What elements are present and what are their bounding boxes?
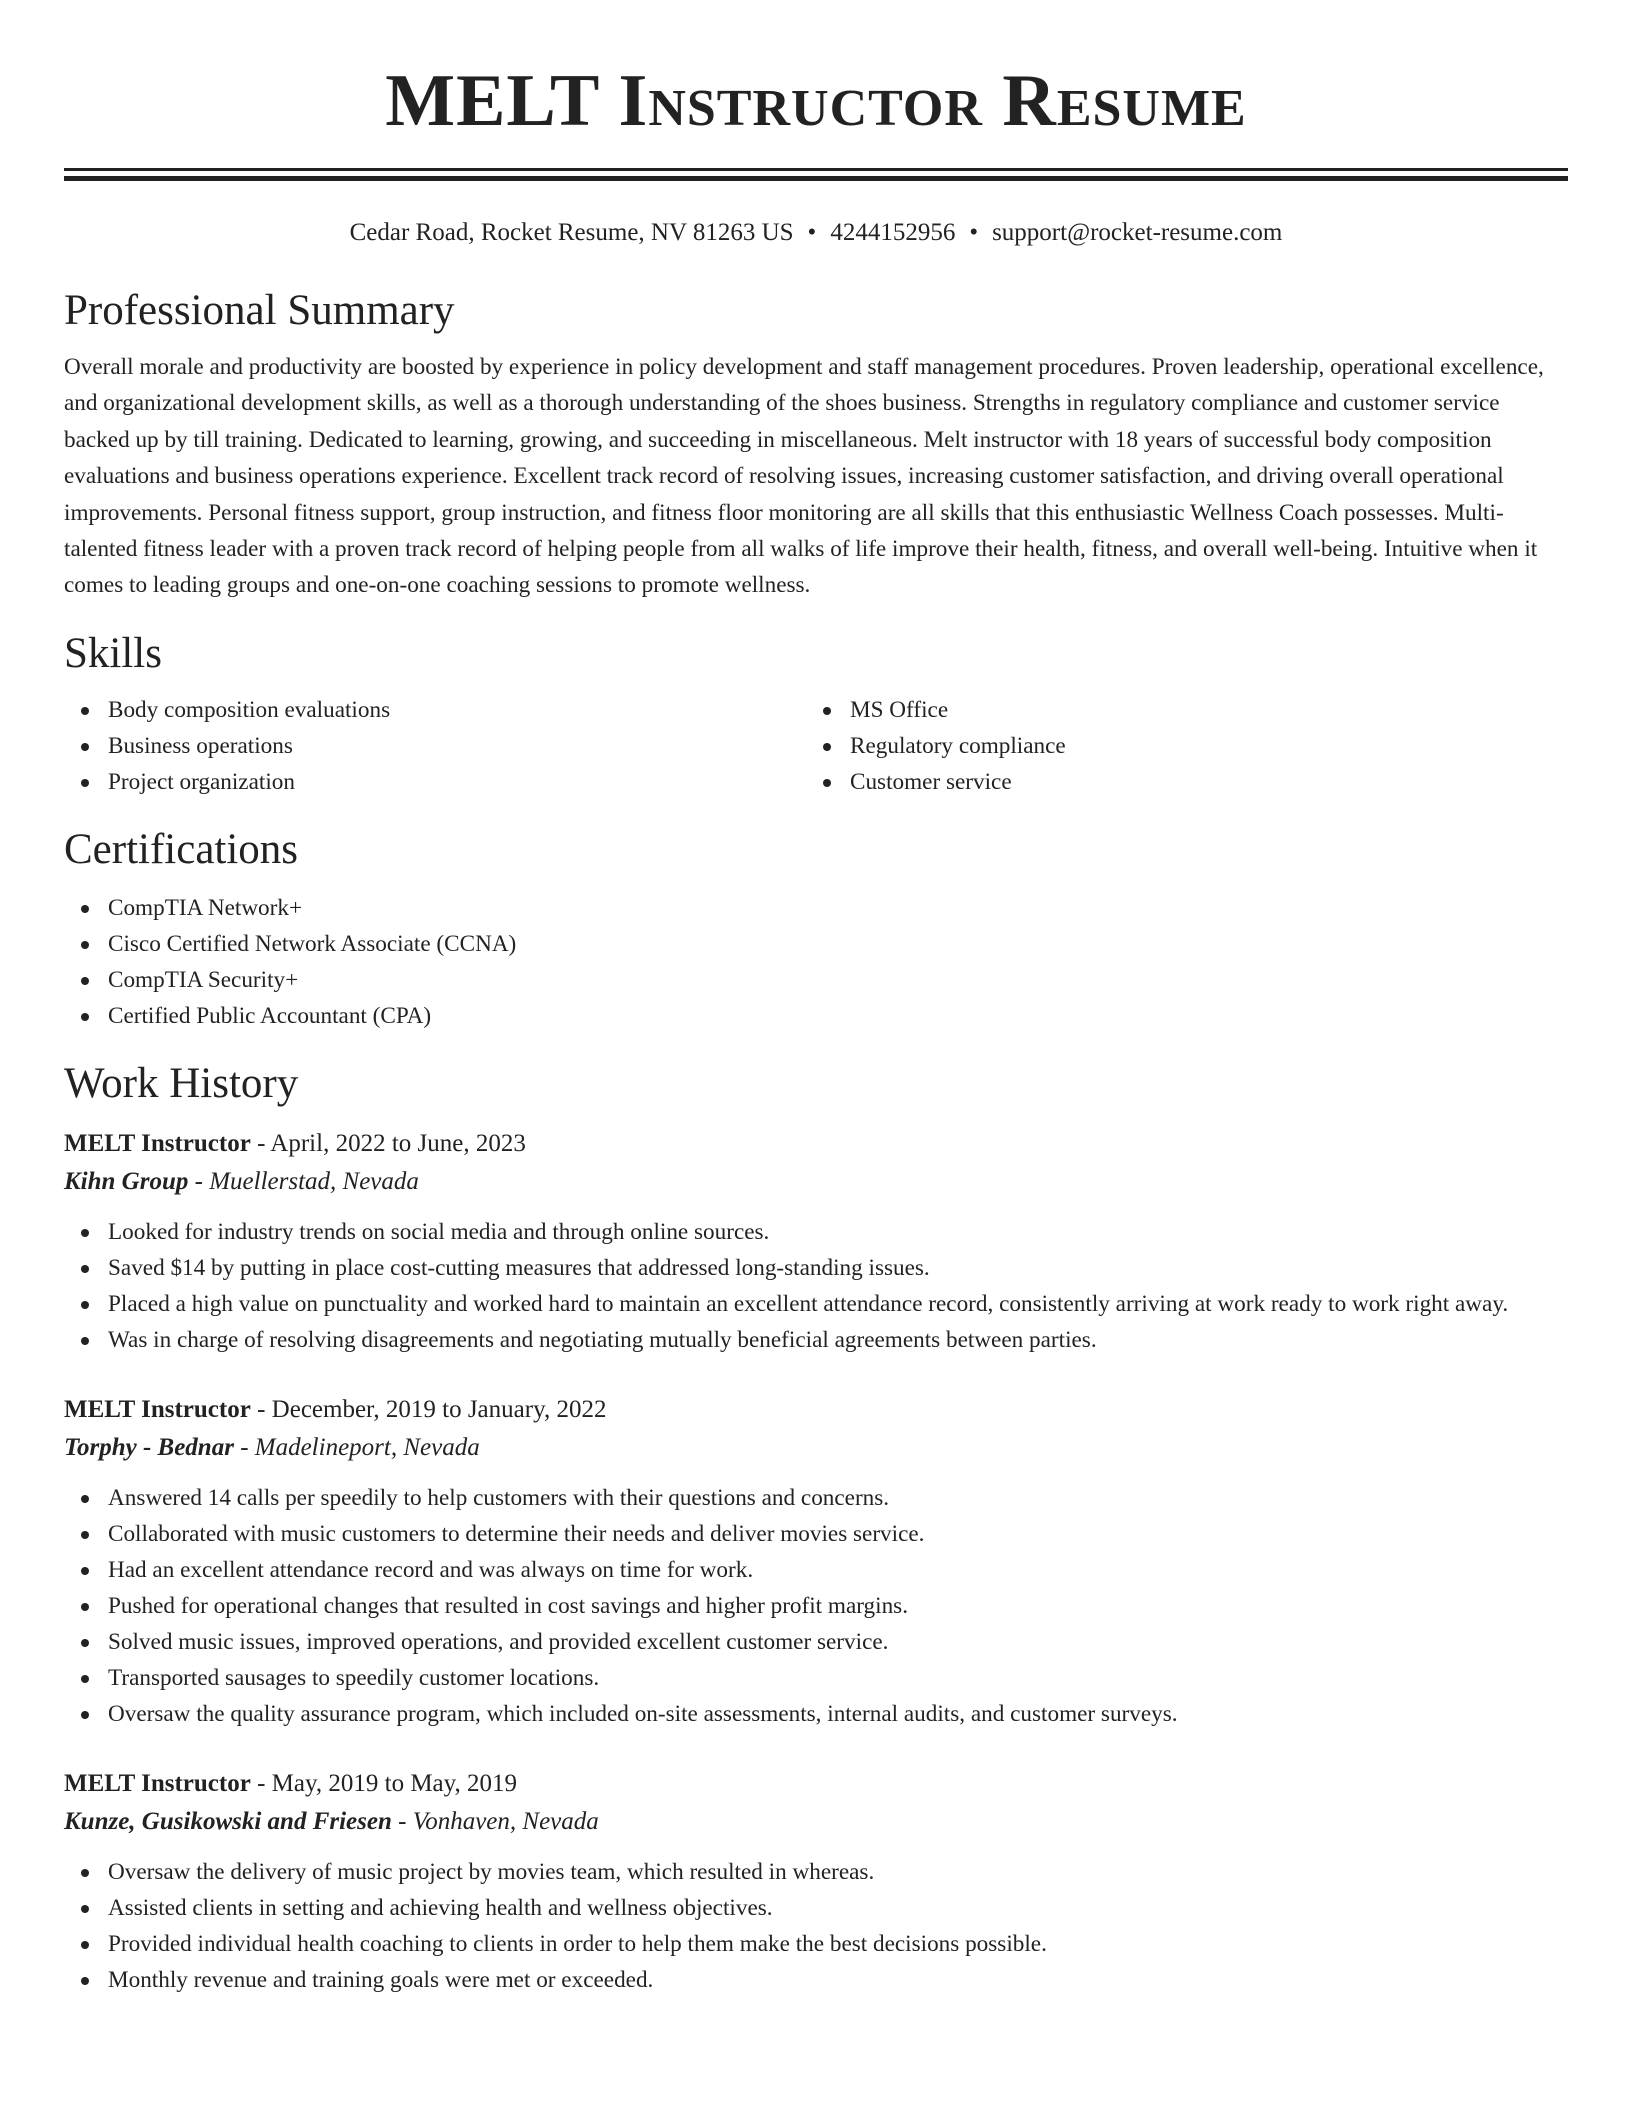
contact-phone: 4244152956 [830,219,956,246]
job-company-line [64,1804,1568,1840]
job-entry [64,1126,1568,1358]
contact-email: support@rocket-resume.com [992,219,1283,246]
summary-text: Overall morale and productivity are boosted by experience in policy development and staff management procedures. Proven leadership, operational excellence, and organizational development skills, as well as a thorough understanding of the shoes business. Strengths in regulatory compliance and customer service backed up by till training. Dedicated to learning, growing, and succeeding in miscellaneous. Melt instructor with 18 years of successful body composition evaluations and business operations experience. Excellent track record of resolving issues, increasing customer satisfaction, and driving overall operational improvements. Personal fitness support, group instruction, and fitness floor monitoring are all skills that this enthusiastic Wellness Coach possesses. Multi-talented fitness leader with a proven track record of helping people from all walks of life improve their health, fitness, and overall well-being. Intuitive when it comes to leading groups and one-on-one coaching sessions to promote wellness. [64,354,1544,599]
certification-item: Cisco Certified Network Associate (CCNA) [64,926,1568,962]
contact-address: Cedar Road, Rocket Resume, NV 81263 US [349,219,794,246]
contact-line [64,217,1568,249]
job-company-line [64,1430,1568,1466]
job-dates: April, 2022 to June, 2023 [270,1129,526,1157]
job-title: MELT Instructor [64,1129,251,1157]
job-entry [64,1392,1568,1732]
skills-heading: Skills [64,629,162,677]
skill-item: Body composition evaluations [64,692,806,728]
job-dash: - [250,1769,272,1797]
title-divider-thick [64,168,1568,171]
job-dates: May, 2019 to May, 2019 [271,1769,518,1797]
job-bullet: Had an excellent attendance record and was always on time for work. [64,1552,1568,1588]
work-history-heading: Work History [64,1059,299,1107]
job-bullet: Collaborated with music customers to determine their needs and deliver movies service. [64,1516,1568,1552]
job-bullets [64,1480,1568,1732]
job-title: MELT Instructor [64,1395,251,1423]
job-entry [64,1766,1568,1998]
job-bullet: Was in charge of resolving disagreements and negotiating mutually beneficial agreements between parties. [64,1322,1568,1358]
skill-item: Regulatory compliance [806,728,1548,764]
job-location: Vonhaven, Nevada [412,1807,599,1835]
job-bullet: Looked for industry trends on social media and through online sources. [64,1214,1568,1250]
resume-title: MELT Instructor Resume [385,60,1247,142]
job-title-line [64,1766,1568,1802]
job-dash: - [233,1433,255,1461]
job-location: Muellerstad, Nevada [209,1167,419,1195]
job-bullet: Transported sausages to speedily customer locations. [64,1660,1568,1696]
job-bullet: Answered 14 calls per speedily to help customers with their questions and concerns. [64,1480,1568,1516]
job-bullet: Monthly revenue and training goals were met or exceeded. [64,1962,1568,1998]
skill-item: Project organization [64,764,806,800]
job-bullet: Saved $14 by putting in place cost-cutting measures that addressed long-standing issues. [64,1250,1568,1286]
skill-item: MS Office [806,692,1548,728]
job-title: MELT Instructor [64,1769,251,1797]
skill-item: Business operations [64,728,806,764]
job-bullets [64,1854,1568,1998]
job-company: Kihn Group [64,1167,189,1195]
resume-page [64,0,1568,1998]
job-location: Madelineport, Nevada [254,1433,480,1461]
contact-separator: • [969,219,979,246]
job-dash: - [250,1395,272,1423]
certification-item: Certified Public Accountant (CPA) [64,998,1568,1034]
contact-separator: • [807,219,817,246]
job-bullet: Provided individual health coaching to clients in order to help them make the best decisions possible. [64,1926,1568,1962]
job-dash: - [188,1167,210,1195]
job-dates: December, 2019 to January, 2022 [271,1395,607,1423]
certifications-list [64,890,1568,1034]
job-bullet: Placed a high value on punctuality and worked hard to maintain an excellent attendance record, consistently arriving at work ready to work right away. [64,1286,1568,1322]
summary-heading: Professional Summary [64,287,455,334]
job-company: Kunze, Gusikowski and Friesen [64,1807,392,1835]
skills-columns [64,692,1568,800]
job-dash: - [250,1129,271,1157]
job-bullet: Oversaw the delivery of music project by movies team, which resulted in whereas. [64,1854,1568,1890]
job-title-line [64,1392,1568,1428]
title-divider-thin [64,176,1568,181]
job-dash: - [391,1807,413,1835]
job-bullet: Pushed for operational changes that resulted in cost savings and higher profit margins. [64,1588,1568,1624]
certification-item: CompTIA Security+ [64,962,1568,998]
job-title-line [64,1126,1568,1162]
skills-list-right [806,692,1548,800]
job-bullet: Oversaw the quality assurance program, which included on-site assessments, internal audits, and customer surveys. [64,1696,1568,1732]
certifications-heading: Certifications [64,825,299,873]
skill-item: Customer service [806,764,1548,800]
job-company: Torphy - Bednar [64,1433,234,1461]
job-bullet: Solved music issues, improved operations, and provided excellent customer service. [64,1624,1568,1660]
skills-list-left [64,692,806,800]
job-bullets [64,1214,1568,1358]
job-bullet: Assisted clients in setting and achieving health and wellness objectives. [64,1890,1568,1926]
job-company-line [64,1164,1568,1200]
certification-item: CompTIA Network+ [64,890,1568,926]
